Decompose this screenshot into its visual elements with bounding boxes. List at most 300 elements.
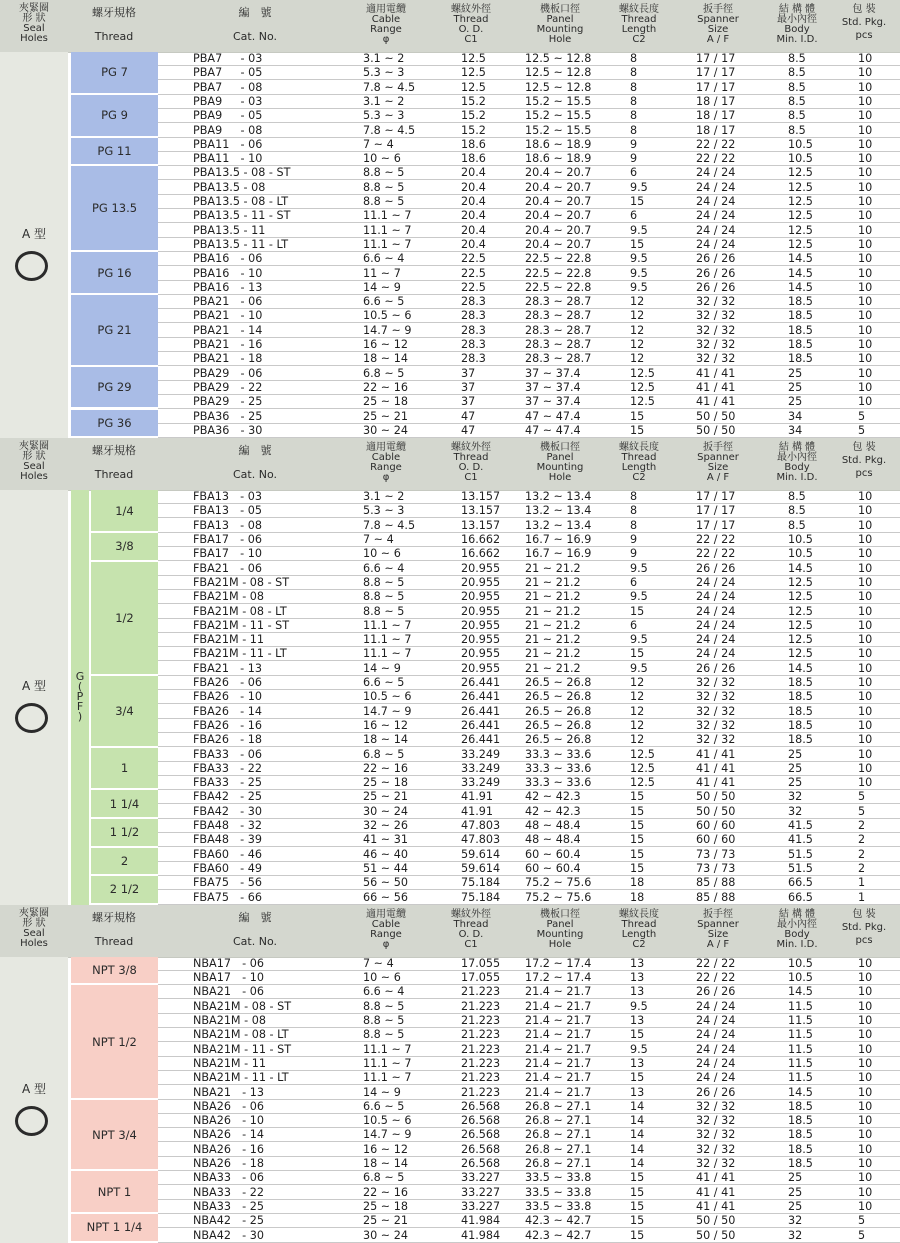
body-min-id: 10.5 (788, 137, 813, 151)
cat-no: FBA26 - 18 (193, 733, 263, 747)
cat-no: FBA48 - 39 (193, 833, 263, 847)
header-len: C2 (632, 472, 646, 484)
std-pkg: 5 (858, 409, 866, 423)
panel-hole: 26.8 ~ 27.1 (525, 1099, 592, 1113)
header-od: O. D. (458, 462, 484, 474)
panel-hole: 26.5 ~ 26.8 (525, 676, 592, 689)
table-row (158, 209, 900, 223)
body-min-id: 12.5 (788, 575, 813, 589)
body-min-id: 10.5 (788, 956, 813, 970)
cat-no: FBA21M - 08 - LT (193, 604, 287, 618)
table-row (158, 1128, 900, 1142)
type-a-label: A 型 (21, 679, 47, 694)
table-row (158, 1100, 900, 1114)
header-body: Body (784, 24, 810, 35)
table-row (158, 424, 900, 438)
body-min-id: 10.5 (788, 971, 813, 985)
std-pkg: 2 (858, 847, 866, 861)
thread-od: 21.223 (461, 999, 501, 1013)
cable-range: 11.1 ~ 7 (363, 1056, 412, 1070)
body-min-id: 11.5 (788, 1028, 813, 1042)
std-pkg: 10 (858, 1099, 873, 1113)
thread-length: 12 (630, 309, 645, 323)
header-spanner: Spanner (697, 918, 739, 930)
cable-range: 16 ~ 12 (363, 1142, 408, 1156)
thread-length: 15 (630, 423, 645, 437)
spanner-size: 17 / 17 (696, 518, 736, 532)
table-row (158, 352, 900, 366)
table-row (158, 605, 900, 619)
thread-group[interactable]: NPT 1 (71, 1171, 158, 1214)
table-row (158, 519, 900, 533)
std-pkg: 10 (858, 94, 873, 108)
cat-no: PBA36 - 25 (193, 409, 263, 423)
thread-od: 37 (461, 366, 476, 380)
header-thread-en: Thread (94, 934, 134, 948)
table-row (158, 490, 900, 504)
cable-range: 8.8 ~ 5 (363, 575, 405, 589)
spanner-size: 24 / 24 (696, 999, 736, 1013)
header-thread-cn: 螺牙規格 (92, 910, 136, 924)
std-pkg: 10 (858, 518, 873, 532)
std-pkg: 10 (858, 366, 873, 380)
thread-group[interactable]: NPT 3/8 (71, 957, 158, 986)
thread-od: 20.955 (461, 575, 501, 589)
thread-od: 20.955 (461, 647, 501, 661)
spanner-size: 24 / 24 (696, 1071, 736, 1085)
cat-no: NBA26 - 10 (193, 1114, 264, 1128)
thread-length: 15 (630, 1185, 645, 1199)
header-panel: Mounting (536, 24, 584, 35)
thread-od: 59.614 (461, 847, 501, 861)
body-min-id: 14.5 (788, 985, 813, 999)
thread-group[interactable]: PG 9 (71, 95, 158, 138)
header-body: Min. I.D. (776, 472, 818, 484)
thread-group[interactable]: 3/4 (91, 676, 158, 748)
panel-hole: 42 ~ 42.3 (525, 804, 581, 818)
cat-no: FBA21 - 06 (193, 561, 263, 575)
header-thread-cn: 螺牙規格 (92, 444, 136, 458)
panel-hole: 16.7 ~ 16.9 (525, 533, 592, 546)
std-pkg: 10 (858, 52, 873, 65)
table-row (158, 576, 900, 590)
std-pkg: 10 (858, 761, 873, 775)
table-row (158, 833, 900, 847)
thread-length: 9.5 (630, 661, 648, 675)
thread-group[interactable]: PG 7 (71, 52, 158, 95)
cat-no: PBA21 - 16 (193, 338, 263, 351)
table-row (158, 547, 900, 561)
thread-od: 20.955 (461, 561, 501, 575)
spanner-size: 32 / 32 (696, 1142, 736, 1156)
table-row (158, 676, 900, 690)
panel-hole: 21 ~ 21.2 (525, 604, 581, 618)
thread-length: 15 (630, 819, 645, 832)
thread-od: 21.223 (461, 1071, 501, 1085)
thread-length: 12.5 (630, 747, 655, 761)
thread-group[interactable]: 3/8 (91, 533, 158, 562)
std-pkg: 10 (858, 80, 873, 94)
spanner-size: 17 / 17 (696, 490, 736, 504)
header-od: 螺紋外徑 (451, 908, 491, 920)
thread-od: 33.249 (461, 776, 501, 790)
thread-length: 8 (630, 504, 638, 518)
std-pkg: 10 (858, 747, 873, 761)
thread-group[interactable]: 1 1/4 (91, 790, 158, 819)
panel-hole: 28.3 ~ 28.7 (525, 309, 592, 323)
thread-od: 26.568 (461, 1114, 501, 1128)
table-row (158, 1200, 900, 1214)
type-a-label: A 型 (21, 1081, 47, 1096)
cable-range: 25 ~ 18 (363, 395, 408, 409)
panel-hole: 21 ~ 21.2 (525, 561, 581, 575)
panel-hole: 21 ~ 21.2 (525, 647, 581, 661)
thread-od: 21.223 (461, 1056, 501, 1070)
type-a-label: A 型 (21, 227, 47, 242)
header-pkg: 包 裝 (852, 4, 876, 15)
thread-od: 28.3 (461, 309, 486, 323)
spanner-size: 50 / 50 (696, 1214, 736, 1228)
thread-length: 15 (630, 833, 645, 847)
header-od: 螺紋外徑 (451, 4, 491, 15)
thread-length: 15 (630, 409, 645, 423)
header-shape: Holes (20, 471, 48, 483)
thread-length: 12.5 (630, 761, 655, 775)
std-pkg: 10 (858, 1199, 873, 1213)
cable-range: 25 ~ 21 (363, 409, 408, 423)
thread-group[interactable]: PG 29 (71, 367, 158, 410)
body-min-id: 32 (788, 1228, 803, 1242)
cable-range: 22 ~ 16 (363, 1185, 408, 1199)
seal-shape-column (0, 490, 68, 905)
spanner-size: 60 / 60 (696, 833, 736, 847)
spanner-size: 32 / 32 (696, 1099, 736, 1113)
cat-no: PBA13.5 - 08 - ST (193, 166, 291, 180)
thread-group[interactable]: 1/2 (91, 562, 158, 676)
std-pkg: 10 (858, 718, 873, 732)
cable-range: 7.8 ~ 4.5 (363, 518, 416, 532)
spanner-size: 41 / 41 (696, 1185, 736, 1199)
table-row (158, 1229, 900, 1243)
body-min-id: 8.5 (788, 80, 806, 94)
std-pkg: 10 (858, 661, 873, 675)
std-pkg: 10 (858, 1056, 873, 1070)
panel-hole: 18.6 ~ 18.9 (525, 152, 592, 166)
cable-range: 14 ~ 9 (363, 1085, 401, 1099)
panel-hole: 75.2 ~ 75.6 (525, 890, 592, 904)
body-min-id: 8.5 (788, 66, 806, 80)
spanner-size: 24 / 24 (696, 223, 736, 237)
thread-group[interactable]: NPT 3/4 (71, 1100, 158, 1172)
spanner-size: 18 / 17 (696, 123, 736, 137)
table-row (158, 181, 900, 195)
thread-od: 33.249 (461, 747, 501, 761)
spanner-size: 60 / 60 (696, 819, 736, 832)
std-pkg: 5 (858, 1228, 866, 1242)
header-len: Length (621, 928, 657, 940)
header-od: O. D. (458, 24, 484, 35)
table-row (158, 195, 900, 209)
header-spanner: 扳手徑 (703, 908, 733, 920)
table-row (158, 152, 900, 166)
panel-hole: 21 ~ 21.2 (525, 661, 581, 675)
thread-od: 20.4 (461, 223, 486, 237)
seal-shape-column (0, 957, 68, 1243)
body-min-id: 14.5 (788, 1085, 813, 1099)
panel-hole: 28.3 ~ 28.7 (525, 352, 592, 366)
header-cable: Range (370, 928, 402, 940)
header-body: 最小內徑 (777, 14, 817, 25)
thread-od: 20.4 (461, 195, 486, 208)
header-len: 螺紋長度 (619, 908, 659, 920)
spanner-size: 22 / 22 (696, 971, 736, 985)
std-pkg: 5 (858, 423, 866, 437)
header-cable: Cable (371, 14, 401, 25)
thread-length: 14 (630, 1157, 645, 1170)
panel-hole: 20.4 ~ 20.7 (525, 180, 592, 194)
table-row (158, 395, 900, 409)
panel-hole: 42.3 ~ 42.7 (525, 1228, 592, 1242)
spanner-size: 18 / 17 (696, 94, 736, 108)
cable-range: 30 ~ 24 (363, 1228, 408, 1242)
cat-no: FBA17 - 10 (193, 547, 263, 561)
header-code-cn: 編 號 (238, 910, 272, 924)
header-len: Length (621, 462, 657, 474)
cable-range: 25 ~ 18 (363, 776, 408, 790)
thread-od: 33.249 (461, 761, 501, 775)
body-min-id: 66.5 (788, 890, 813, 904)
thread-group[interactable]: PG 36 (71, 410, 158, 439)
cat-no: PBA16 - 06 (193, 252, 263, 266)
spanner-size: 24 / 24 (696, 166, 736, 180)
thread-od: 20.4 (461, 237, 486, 251)
thread-od: 33.227 (461, 1171, 501, 1185)
thread-group[interactable]: 1/4 (91, 490, 158, 533)
header-od: Thread (453, 452, 489, 464)
cat-no: FBA26 - 14 (193, 704, 263, 718)
thread-group[interactable]: PG 13.5 (71, 166, 158, 252)
cat-no: PBA13.5 - 11 - ST (193, 209, 291, 223)
cable-range: 46 ~ 40 (363, 847, 408, 861)
cable-range: 6.6 ~ 4 (363, 985, 405, 999)
thread-group[interactable]: NPT 1 1/4 (71, 1214, 158, 1243)
header-panel: 機板口徑 (540, 442, 580, 454)
thread-length: 12 (630, 718, 645, 732)
thread-length: 8 (630, 80, 638, 94)
spanner-size: 41 / 41 (696, 761, 736, 775)
cable-range: 3.1 ~ 2 (363, 52, 405, 65)
body-min-id: 12.5 (788, 166, 813, 180)
table-row (158, 338, 900, 352)
panel-hole: 15.2 ~ 15.5 (525, 94, 592, 108)
thread-length: 6 (630, 166, 638, 180)
table-row (158, 662, 900, 676)
cat-no: FBA21M - 08 (193, 590, 265, 604)
thread-length: 14 (630, 1114, 645, 1128)
header-cable: Range (370, 462, 402, 474)
table-row (158, 848, 900, 862)
thread-od: 12.5 (461, 66, 486, 80)
header-panel: 機板口徑 (540, 908, 580, 920)
thread-od: 26.568 (461, 1157, 501, 1170)
cable-range: 10.5 ~ 6 (363, 309, 412, 323)
header-code-en: Cat. No. (233, 30, 277, 43)
thread-od: 12.5 (461, 52, 486, 65)
cable-range: 10 ~ 6 (363, 152, 401, 166)
thread-od: 20.4 (461, 180, 486, 194)
thread-group[interactable]: PG 11 (71, 138, 158, 167)
spanner-size: 24 / 24 (696, 1056, 736, 1070)
cable-range: 18 ~ 14 (363, 1157, 408, 1170)
spanner-size: 24 / 24 (696, 195, 736, 208)
thread-group[interactable]: 1 1/2 (91, 819, 158, 848)
thread-length: 9.5 (630, 561, 648, 575)
thread-length: 8 (630, 109, 638, 123)
cable-range: 10.5 ~ 6 (363, 1114, 412, 1128)
cat-no: PBA21 - 06 (193, 295, 263, 309)
panel-hole: 15.2 ~ 15.5 (525, 123, 592, 137)
cable-range: 6.6 ~ 4 (363, 561, 405, 575)
thread-length: 9.5 (630, 180, 648, 194)
thread-od: 22.5 (461, 266, 486, 280)
thread-length: 12 (630, 352, 645, 366)
std-pkg: 10 (858, 1071, 873, 1085)
header-od: Thread (453, 14, 489, 25)
std-pkg: 10 (858, 604, 873, 618)
header-body: 最小內徑 (777, 452, 817, 464)
thread-length: 9 (630, 533, 638, 546)
cable-range: 5.3 ~ 3 (363, 109, 405, 123)
std-pkg: 10 (858, 647, 873, 661)
cat-no: FBA26 - 10 (193, 690, 263, 704)
table-row (158, 1171, 900, 1185)
cable-range: 6.6 ~ 5 (363, 295, 405, 309)
header-body: Body (784, 462, 810, 474)
thread-length: 15 (630, 1214, 645, 1228)
std-pkg: 10 (858, 633, 873, 647)
thread-length: 14 (630, 1142, 645, 1156)
body-min-id: 12.5 (788, 590, 813, 604)
table-row (158, 1014, 900, 1028)
thread-length: 15 (630, 237, 645, 251)
std-pkg: 10 (858, 1171, 873, 1185)
thread-od: 26.441 (461, 718, 501, 732)
body-min-id: 25 (788, 761, 803, 775)
table-row (158, 762, 900, 776)
table-row (158, 862, 900, 876)
cat-no: NBA42 - 30 (193, 1228, 264, 1242)
spanner-size: 41 / 41 (696, 366, 736, 380)
cable-range: 22 ~ 16 (363, 380, 408, 394)
thread-od: 41.91 (461, 790, 494, 804)
thread-od: 12.5 (461, 80, 486, 94)
table-header (0, 438, 900, 491)
table-row (158, 971, 900, 985)
thread-group[interactable]: 1 (91, 748, 158, 791)
thread-group[interactable]: 2 (91, 848, 158, 877)
table-row (158, 309, 900, 323)
thread-od: 28.3 (461, 323, 486, 337)
body-min-id: 8.5 (788, 518, 806, 532)
cable-range: 32 ~ 26 (363, 819, 408, 832)
thread-length: 12 (630, 676, 645, 689)
g-pf-side-label (71, 490, 89, 905)
header-body: Min. I.D. (776, 938, 818, 950)
spanner-size: 22 / 22 (696, 137, 736, 151)
spanner-size: 50 / 50 (696, 423, 736, 437)
table-row (158, 1028, 900, 1042)
panel-hole: 21.4 ~ 21.7 (525, 999, 592, 1013)
spanner-size: 24 / 24 (696, 604, 736, 618)
thread-length: 15 (630, 804, 645, 818)
thread-length: 15 (630, 1199, 645, 1213)
thread-length: 9.5 (630, 280, 648, 294)
cat-no: PBA36 - 30 (193, 423, 263, 437)
std-pkg: 10 (858, 1014, 873, 1027)
header-code-cn: 編 號 (238, 6, 272, 19)
spanner-size: 32 / 32 (696, 1128, 736, 1142)
thread-group[interactable]: PG 21 (71, 295, 158, 367)
spanner-size: 85 / 88 (696, 876, 736, 890)
table-row (158, 166, 900, 180)
header-len: Thread (621, 452, 657, 464)
cat-no: PBA11 - 06 (193, 137, 263, 151)
cat-no: NBA21 - 06 (193, 985, 264, 999)
std-pkg: 10 (858, 1114, 873, 1128)
thread-length: 8 (630, 52, 638, 65)
spanner-size: 32 / 32 (696, 309, 736, 323)
header-spanner: Spanner (697, 14, 739, 25)
table-row (158, 1000, 900, 1014)
spanner-size: 32 / 32 (696, 718, 736, 732)
std-pkg: 10 (858, 295, 873, 309)
cable-range: 51 ~ 44 (363, 861, 408, 875)
cat-no: NBA21M - 11 (193, 1056, 266, 1070)
thread-length: 15 (630, 847, 645, 861)
spanner-size: 41 / 41 (696, 380, 736, 394)
thread-od: 15.2 (461, 109, 486, 123)
header-len: Thread (621, 14, 657, 25)
panel-hole: 20.4 ~ 20.7 (525, 209, 592, 223)
cable-range: 7.8 ~ 4.5 (363, 123, 416, 137)
cat-no: FBA60 - 49 (193, 861, 263, 875)
std-pkg: 2 (858, 833, 866, 847)
panel-hole: 48 ~ 48.4 (525, 819, 581, 832)
panel-hole: 21 ~ 21.2 (525, 575, 581, 589)
thread-group[interactable]: NPT 1/2 (71, 985, 158, 1099)
thread-length: 12 (630, 704, 645, 718)
cable-range: 7 ~ 4 (363, 533, 394, 546)
header-body: 結 構 體 (778, 442, 816, 454)
thread-length: 15 (630, 604, 645, 618)
header-shape: 形 狀 (22, 917, 46, 929)
cable-range: 5.3 ~ 3 (363, 66, 405, 80)
cable-range: 11.1 ~ 7 (363, 209, 412, 223)
panel-hole: 47 ~ 47.4 (525, 409, 581, 423)
table-row (158, 1186, 900, 1200)
thread-group[interactable]: PG 16 (71, 252, 158, 295)
cable-range: 11.1 ~ 7 (363, 647, 412, 661)
spanner-size: 24 / 24 (696, 209, 736, 223)
table-row (158, 705, 900, 719)
body-min-id: 18.5 (788, 1128, 813, 1142)
panel-hole: 21.4 ~ 21.7 (525, 1085, 592, 1099)
body-min-id: 14.5 (788, 661, 813, 675)
body-min-id: 18.5 (788, 295, 813, 309)
header-code-en: Cat. No. (233, 934, 277, 948)
header-od: Thread (453, 918, 489, 930)
thread-group[interactable]: 2 1/2 (91, 876, 158, 905)
